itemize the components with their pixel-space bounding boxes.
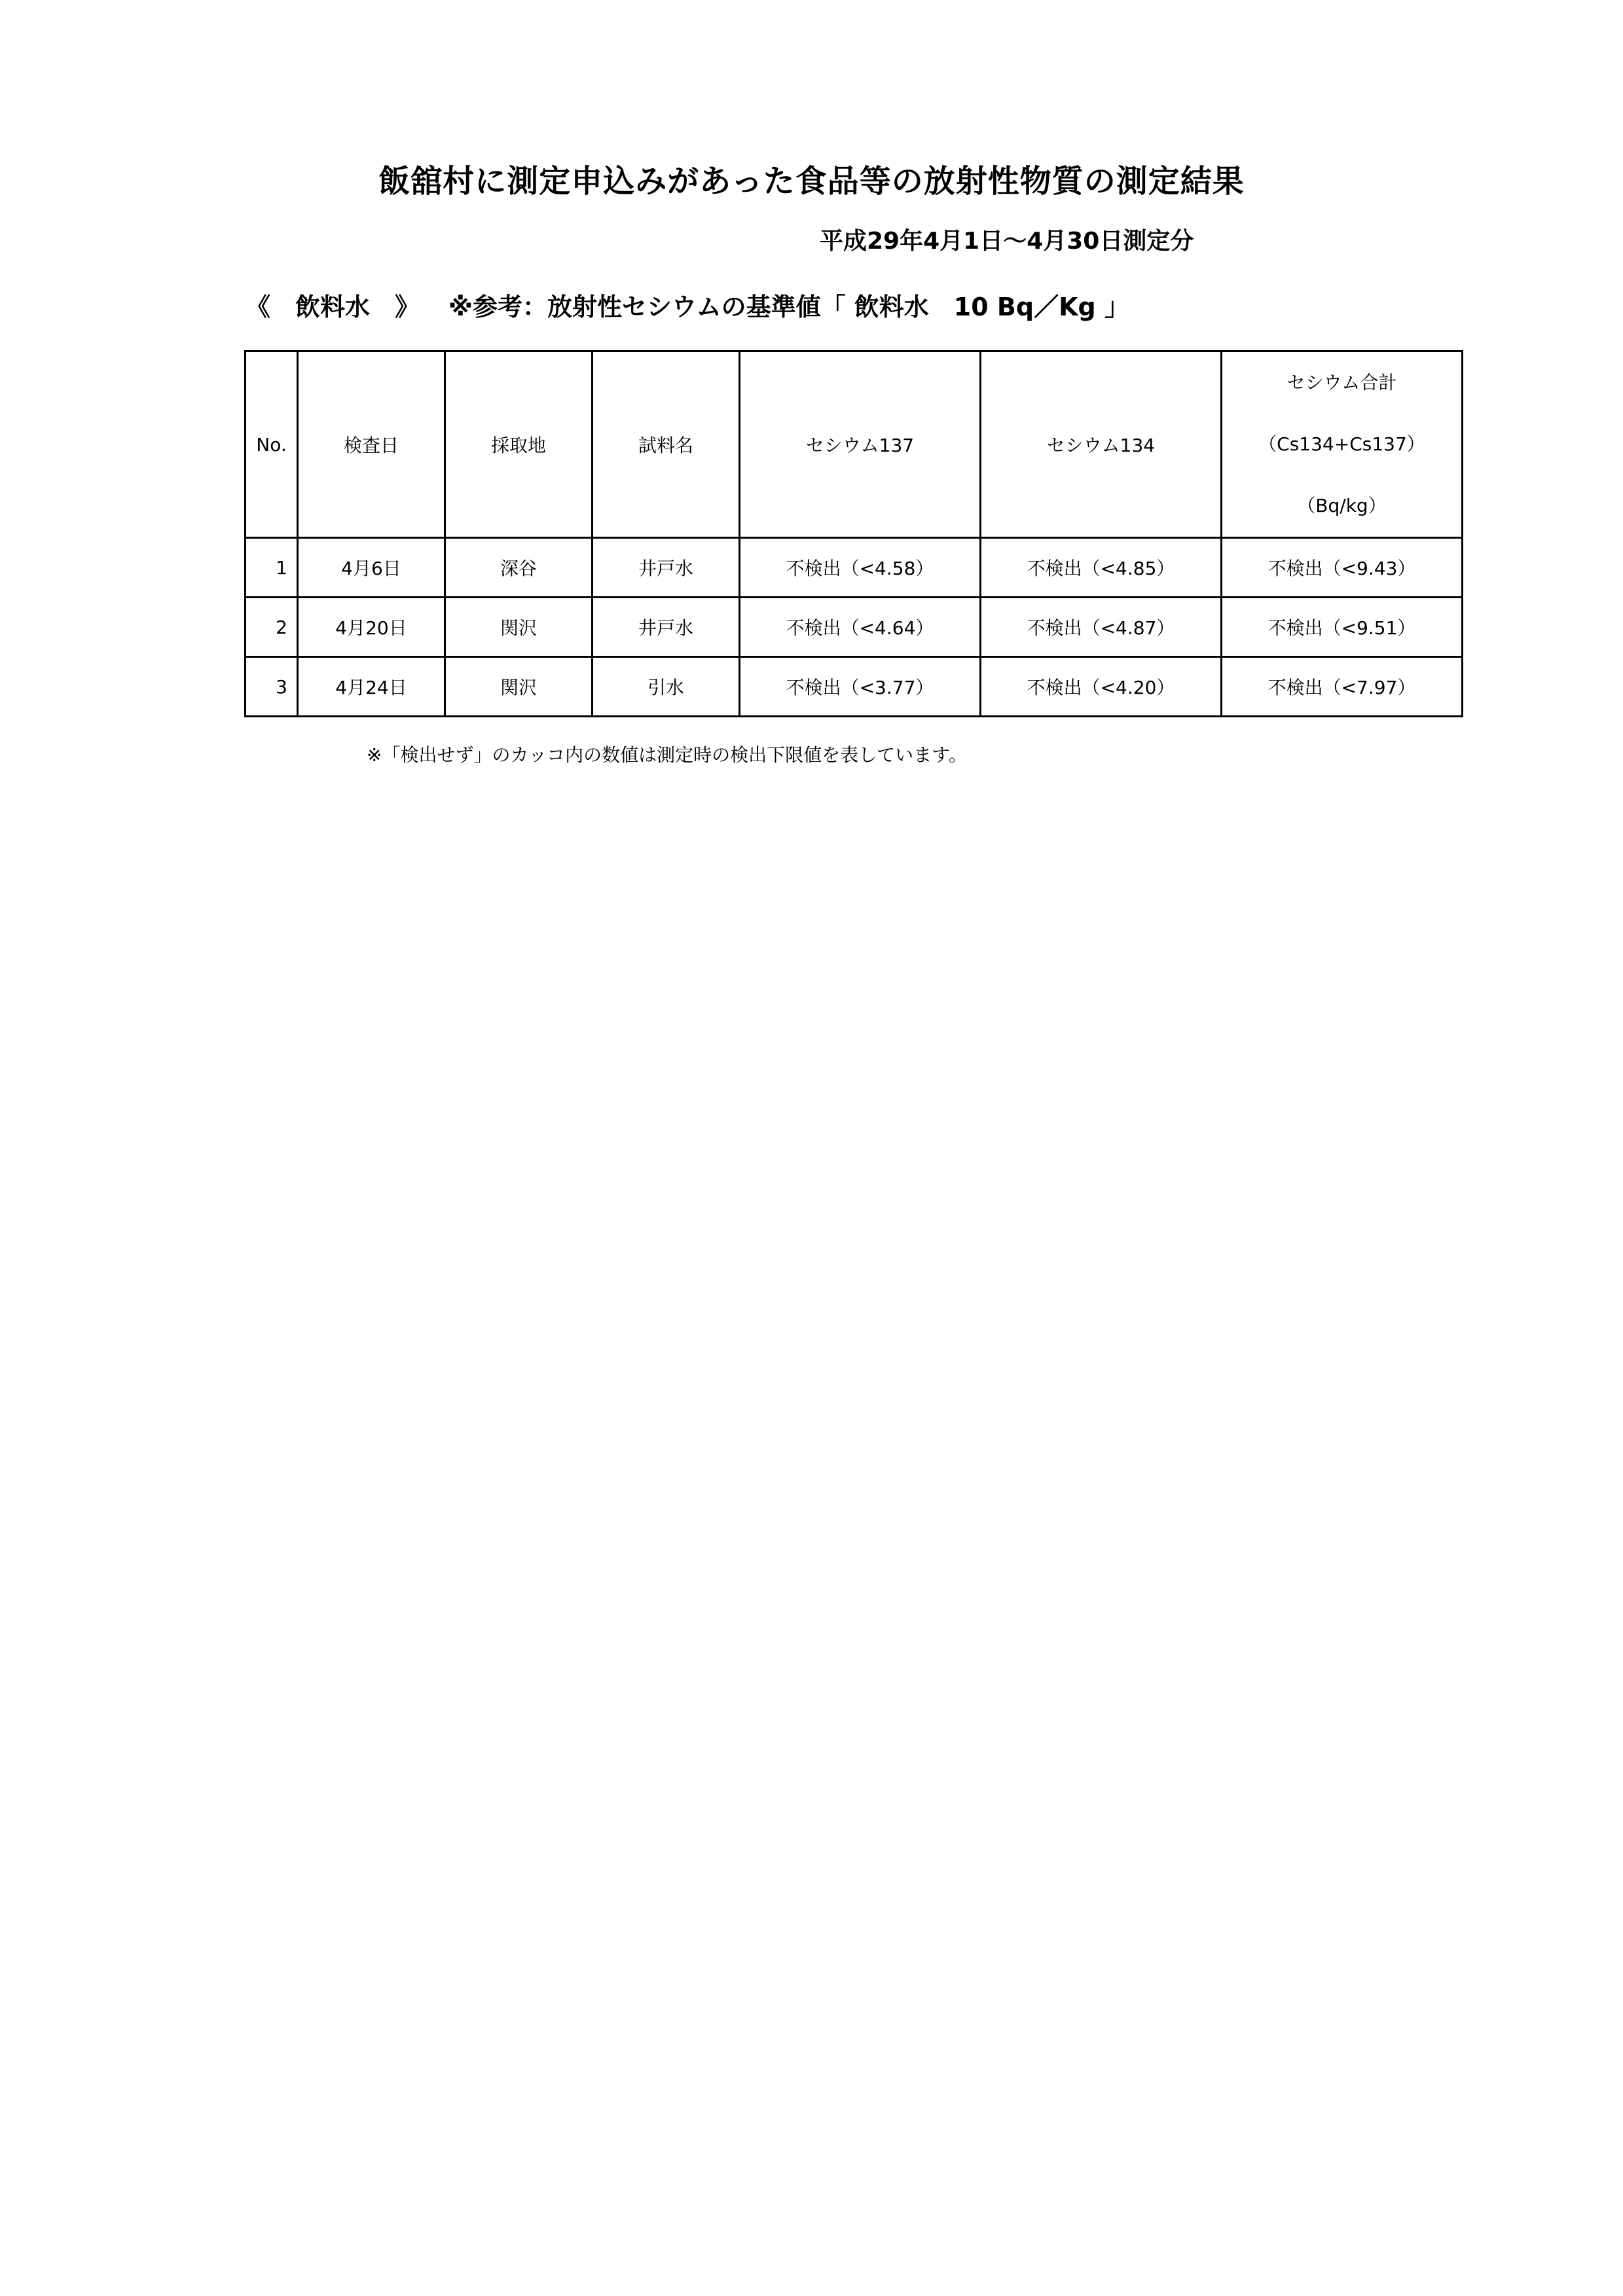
cell-total: 不検出（<9.43）	[1222, 538, 1463, 598]
header-total-line3: （Bq/kg）	[1297, 495, 1387, 516]
cell-cs134: 不検出（<4.20）	[981, 657, 1222, 717]
cell-no: 2	[246, 598, 298, 657]
document-title: 飯舘村に測定申込みがあった食品等の放射性物質の測定結果	[378, 163, 1245, 200]
header-sample: 試料名	[593, 351, 740, 538]
cell-date: 4月20日	[298, 598, 445, 657]
cell-date: 4月24日	[298, 657, 445, 717]
reference-note: ※参考：放射性セシウムの基準値「 飲料水 10 Bq／Kg 」	[448, 293, 1129, 321]
cell-cs137: 不検出（<4.64）	[740, 598, 981, 657]
measurement-period: 平成29年4月1日～4月30日測定分	[820, 228, 1194, 255]
cell-cs134: 不検出（<4.85）	[981, 538, 1222, 598]
cell-cs134: 不検出（<4.87）	[981, 598, 1222, 657]
cell-sample: 井戸水	[593, 598, 740, 657]
table-row	[246, 598, 1463, 657]
cell-location: 関沢	[445, 657, 593, 717]
header-date: 検査日	[298, 351, 445, 538]
footnote: ※「検出せず」のカッコ内の数値は測定時の検出下限値を表しています。	[367, 744, 967, 766]
header-cs137: セシウム137	[740, 351, 981, 538]
header-cs134: セシウム134	[981, 351, 1222, 538]
section-heading	[246, 287, 1129, 323]
results-table	[244, 350, 1463, 717]
header-location: 採取地	[445, 351, 593, 538]
category-label: 《 飲料水 》	[246, 293, 420, 321]
cell-cs137: 不検出（<3.77）	[740, 657, 981, 717]
header-total-line1: セシウム合計	[1286, 372, 1397, 393]
header-total-line2: （Cs134+Cs137）	[1258, 433, 1425, 455]
cell-sample: 引水	[593, 657, 740, 717]
cell-total: 不検出（<9.51）	[1222, 598, 1463, 657]
header-total	[1222, 351, 1463, 538]
cell-location: 深谷	[445, 538, 593, 598]
table-row	[246, 657, 1463, 717]
cell-total: 不検出（<7.97）	[1222, 657, 1463, 717]
cell-location: 関沢	[445, 598, 593, 657]
header-row	[246, 351, 1463, 538]
cell-no: 1	[246, 538, 298, 598]
table-row	[246, 538, 1463, 598]
header-no: No.	[246, 351, 298, 538]
cell-date: 4月6日	[298, 538, 445, 598]
cell-sample: 井戸水	[593, 538, 740, 598]
cell-cs137: 不検出（<4.58）	[740, 538, 981, 598]
cell-no: 3	[246, 657, 298, 717]
